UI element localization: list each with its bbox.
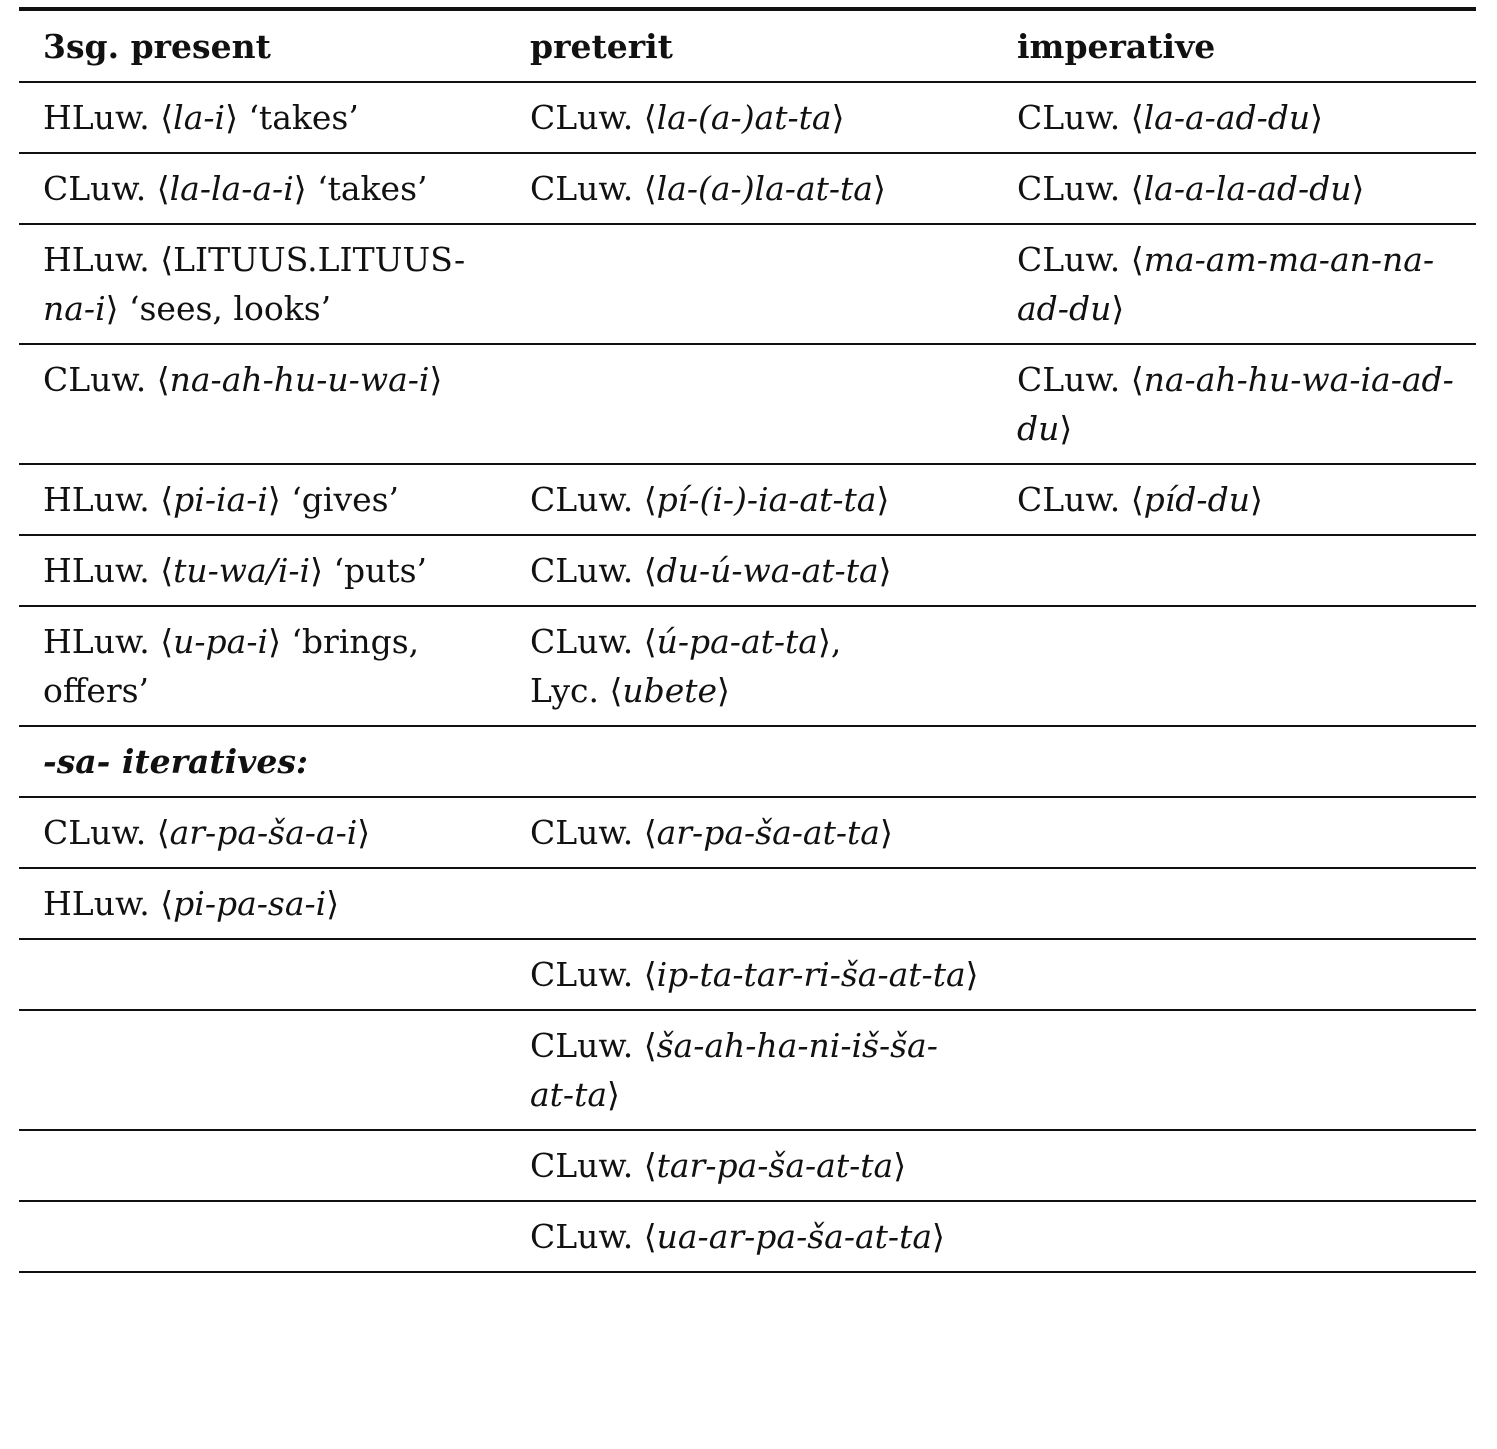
cell-imperative <box>993 939 1476 1010</box>
table-row <box>19 1201 1476 1272</box>
cell-present: CLuw. ⟨ar-pa-ša-a-i⟩ <box>43 813 371 852</box>
header-row <box>19 9 1476 82</box>
section-label: -sa- iteratives: <box>43 742 309 781</box>
cell-preterit: CLuw. ⟨la-(a-)at-ta⟩ <box>530 98 845 137</box>
table-row <box>19 464 1476 535</box>
cell-preterit <box>506 726 993 797</box>
cell-imperative <box>993 868 1476 939</box>
cell-imperative <box>993 535 1476 606</box>
cell-imperative <box>993 1010 1476 1130</box>
cell-imperative: CLuw. ⟨ma-am-ma-an-na-ad-du⟩ <box>1017 240 1435 328</box>
cell-imperative <box>993 797 1476 868</box>
table-row <box>19 939 1476 1010</box>
cell-present: HLuw. ⟨pi-pa-sa-i⟩ <box>43 884 340 923</box>
table-row <box>19 1130 1476 1201</box>
cell-present: HLuw. ⟨la-i⟩ ‘takes’ <box>43 98 359 137</box>
cell-imperative <box>993 606 1476 726</box>
verb-forms-table-container <box>19 7 1476 1273</box>
cell-present <box>19 939 506 1010</box>
cell-present: HLuw. ⟨LITUUS.LITUUS-na-i⟩ ‘sees, looks’ <box>43 240 466 328</box>
cell-preterit <box>506 344 993 464</box>
header-imperative: imperative <box>1017 27 1216 66</box>
cell-present <box>19 1201 506 1272</box>
cell-present: HLuw. ⟨u-pa-i⟩ ‘brings, offers’ <box>43 622 420 710</box>
cell-preterit: CLuw. ⟨ua-ar-pa-ša-at-ta⟩ <box>530 1217 945 1256</box>
cell-preterit <box>506 224 993 344</box>
table-row <box>19 606 1476 726</box>
table-row <box>19 344 1476 464</box>
cell-preterit: CLuw. ⟨la-(a-)la-at-ta⟩ <box>530 169 886 208</box>
cell-present: HLuw. ⟨tu-wa/i-i⟩ ‘puts’ <box>43 551 428 590</box>
section-row <box>19 726 1476 797</box>
cell-imperative: CLuw. ⟨na-ah-hu-wa-ia-ad-du⟩ <box>1017 360 1454 448</box>
cell-preterit <box>506 868 993 939</box>
table-row <box>19 868 1476 939</box>
cell-imperative: CLuw. ⟨la-a-ad-du⟩ <box>1017 98 1324 137</box>
cell-preterit: CLuw. ⟨tar-pa-ša-at-ta⟩ <box>530 1146 907 1185</box>
cell-imperative <box>993 1130 1476 1201</box>
cell-imperative <box>993 1201 1476 1272</box>
cell-present: HLuw. ⟨pi-ia-i⟩ ‘gives’ <box>43 480 400 519</box>
cell-imperative <box>993 726 1476 797</box>
cell-preterit: CLuw. ⟨ša-ah-ha-ni-iš-ša-at-ta⟩ <box>530 1026 938 1114</box>
table-row <box>19 1010 1476 1130</box>
cell-imperative: CLuw. ⟨la-a-la-ad-du⟩ <box>1017 169 1365 208</box>
cell-preterit: CLuw. ⟨ú-pa-at-ta⟩, Lyc. ⟨ubete⟩ <box>530 622 842 710</box>
cell-present <box>19 1130 506 1201</box>
cell-present <box>19 1010 506 1130</box>
table-row <box>19 224 1476 344</box>
cell-preterit: CLuw. ⟨ar-pa-ša-at-ta⟩ <box>530 813 893 852</box>
cell-present: CLuw. ⟨la-la-a-i⟩ ‘takes’ <box>43 169 428 208</box>
cell-preterit: CLuw. ⟨ip-ta-tar-ri-ša-at-ta⟩ <box>530 955 979 994</box>
table-row <box>19 535 1476 606</box>
cell-present: CLuw. ⟨na-ah-hu-u-wa-i⟩ <box>43 360 443 399</box>
header-preterit: preterit <box>530 27 673 66</box>
verb-forms-table <box>19 7 1476 1273</box>
table-row <box>19 797 1476 868</box>
header-3sg-present: 3sg. present <box>43 27 271 66</box>
table-row <box>19 82 1476 153</box>
cell-preterit: CLuw. ⟨du-ú-wa-at-ta⟩ <box>530 551 892 590</box>
table-row <box>19 153 1476 224</box>
cell-imperative: CLuw. ⟨píd-du⟩ <box>1017 480 1263 519</box>
cell-preterit: CLuw. ⟨pí-(i-)-ia-at-ta⟩ <box>530 480 890 519</box>
